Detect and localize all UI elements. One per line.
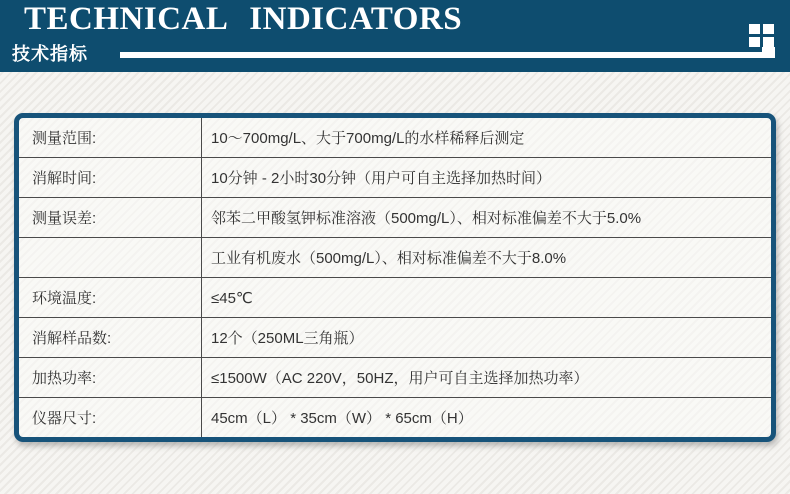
spec-label: 环境温度: bbox=[19, 278, 202, 317]
spec-value: ≤1500W（AC 220V，50HZ，用户可自主选择加热功率） bbox=[211, 370, 589, 387]
table-row bbox=[19, 397, 771, 437]
table-row bbox=[19, 277, 771, 317]
spec-value: 10～700mg/L、大于700mg/L的水样稀释后测定 bbox=[211, 130, 525, 147]
section-title-english: TECHNICAL INDICATORS bbox=[24, 1, 463, 37]
spec-value: ≤45℃ bbox=[211, 289, 253, 307]
table-row bbox=[19, 357, 771, 397]
table-row bbox=[19, 237, 771, 277]
spec-label: 消解时间: bbox=[19, 158, 202, 197]
grid-squares-icon bbox=[749, 24, 774, 47]
header-underline bbox=[120, 52, 775, 58]
spec-label: 消解样品数: bbox=[19, 318, 202, 357]
spec-value: 12个（250ML三角瓶） bbox=[211, 330, 364, 347]
spec-table bbox=[14, 113, 776, 442]
spec-value: 邻苯二甲酸氢钾标准溶液（500mg/L）、相对标准偏差不大于5.0% bbox=[211, 210, 642, 227]
table-row bbox=[19, 317, 771, 357]
spec-value: 10分钟 - 2小时30分钟（用户可自主选择加热时间） bbox=[211, 170, 552, 187]
table-row bbox=[19, 197, 771, 237]
grid-square bbox=[749, 24, 760, 34]
section-header bbox=[0, 0, 790, 72]
table-row bbox=[19, 157, 771, 197]
grid-square bbox=[763, 37, 774, 47]
grid-square bbox=[763, 24, 774, 34]
table-row bbox=[19, 118, 771, 157]
header-underline-end bbox=[762, 47, 775, 58]
spec-label: 测量范围: bbox=[19, 118, 202, 157]
spec-label: 仪器尺寸: bbox=[19, 398, 202, 437]
spec-label: 测量误差: bbox=[19, 198, 202, 237]
spec-value: 工业有机废水（500mg/L）、相对标准偏差不大于8.0% bbox=[211, 250, 567, 267]
spec-label: 加热功率: bbox=[19, 358, 202, 397]
section-title-chinese: 技术指标 bbox=[12, 44, 88, 64]
spec-value: 45cm（L） * 35cm（W） * 65cm（H） bbox=[211, 410, 473, 427]
spec-label bbox=[19, 238, 202, 277]
grid-square bbox=[749, 37, 760, 47]
